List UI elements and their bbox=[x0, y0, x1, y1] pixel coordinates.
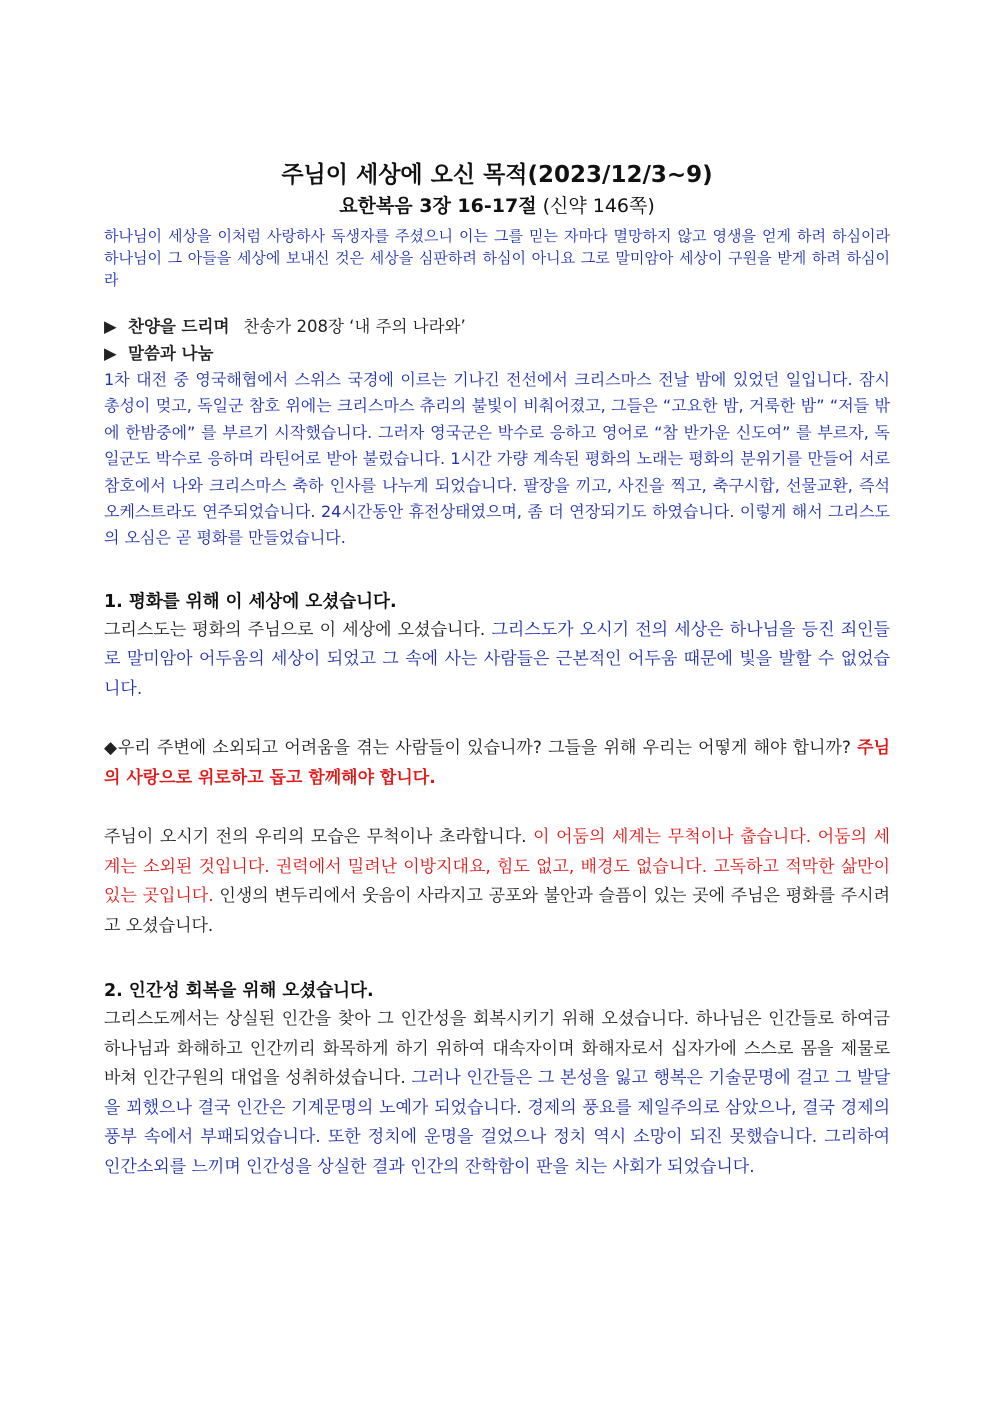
triangle-bullet-icon: ▶ bbox=[104, 317, 117, 336]
section-1-text-blue: 그리스도가 오시기 전의 세상은 하나님을 등진 죄인들로 말미암아 어두움의 세상이 되었고 그 속에 사는 사람들은 근본적인 어두움 때문에 빛을 발할 수 없었습니다. bbox=[104, 619, 890, 699]
section-2-text-blue: 그러나 인간들은 그 본성을 잃고 행복은 기술문명에 걸고 그 발달을 꾀했으나 결국 인간은 기계문명의 노예가 되었습니다. 경제의 풍요를 제일주의로 삼았으나, 결국 경제의 풍부 속에서 부패되었습니다. 또한 정치에 운명을 걸었으나 정치 역시 소망이 되진 못했습니다. 그리하여 인간소외를 느끼며 인간성을 상실한 결과 인간의 잔학함이 판을 치는 사회가 되었습니다. bbox=[104, 1068, 890, 1177]
section-2-title: 2. 인간성 회복을 위해 오셨습니다. bbox=[104, 981, 374, 1002]
section-2-text-black: 그리스도께서는 상실된 인간을 찾아 그 인간성을 회복시키기 위해 오셨습니다. 하나님은 인간들로 하여금 하나님과 화해하고 인간끼리 화목하게 하기 위하여 대속자이며 화해자로서 십자가에 스스로 몸을 제물로 바쳐 인간구원의 대업을 성취하셨습니다. bbox=[104, 1009, 890, 1089]
section-2-paragraph bbox=[104, 1005, 890, 1182]
section-1-paragraph bbox=[104, 616, 890, 705]
praise-row bbox=[104, 313, 890, 340]
intro-story: 1차 대전 중 영국해협에서 스위스 국경에 이르는 기나긴 전선에서 크리스마스 전날 밤에 있었던 일입니다. 잠시 총성이 멎고, 독일군 참호 위에는 크리스마스 츄리의 불빛이 비춰어졌고, 그들은 “고요한 밤, 거룩한 밤” “저들 밖에 한밤중에” 를 부르기 시작했습니다. 그러자 영국군은 박수로 응하고 영어로 “참 반가운 신도여” 를 부르자, 독일군도 박수로 응하며 라틴어로 받아 불렀습니다. 1시간 가량 계속된 평화의 노래는 평화의 분위기를 만들어 서로 참호에서 나와 크리스마스 축하 인사를 나누게 되었습니다. 팔장을 끼고, 사진을 찍고, 축구시합, 선물교환, 즉석 오케스트라도 연주되었습니다. 24시간동안 휴전상태였으며, 좀 더 연장되기도 하였습니다. 이렇게 해서 그리스도의 오심은 곧 평화를 만들었습니다. bbox=[104, 370, 890, 548]
triangle-bullet-icon: ▶ bbox=[104, 344, 117, 363]
document-page bbox=[104, 158, 890, 1182]
section-1-p2-red: 이 어둠의 세계는 무척이나 춥습니다. 어둠의 세계는 소외된 것입니다. 권력에서 밀려난 이방지대요, 힘도 없고, 배경도 없습니다. 고독하고 적막한 삶만이 있는 곳입니다. bbox=[104, 827, 890, 907]
section-1-paragraph-2 bbox=[104, 823, 890, 941]
worship-order bbox=[104, 313, 890, 367]
discussion-question bbox=[104, 734, 890, 793]
word-label: 말씀과 나눔 bbox=[128, 344, 214, 363]
section-1-p2-black-end: 인생의 변두리에서 웃음이 사라지고 공포와 불안과 슬픔이 있는 곳에 주님은 평화를 주시려고 오셨습니다. bbox=[104, 886, 890, 936]
word-row bbox=[104, 340, 890, 367]
section-1-p2-black-start: 주님이 오시기 전의 우리의 모습은 무척이나 초라합니다. bbox=[104, 827, 534, 848]
section-1-title: 1. 평화를 위해 이 세상에 오셨습니다. bbox=[104, 591, 397, 612]
page-title: 주님이 세상에 오신 목적(2023/12/3~9) bbox=[281, 162, 713, 188]
praise-hymn: 찬송가 208장 ‘내 주의 나라와’ bbox=[243, 317, 466, 336]
praise-label: 찬양을 드리며 bbox=[128, 317, 230, 336]
section-1-text-black: 그리스도는 평화의 주님으로 이 세상에 오셨습니다. bbox=[104, 619, 492, 640]
question-answer: 주님의 사랑으로 위로하고 돕고 함께해야 합니다. bbox=[104, 738, 890, 788]
scripture-reference: 요한복음 3장 16-17절 bbox=[339, 195, 537, 217]
scripture-page: (신약 146쪽) bbox=[536, 195, 655, 217]
question-text: ◆우리 주변에 소외되고 어려움을 겪는 사람들이 있습니까? 그들을 위해 우리는 어떻게 해야 합니까? bbox=[104, 738, 858, 759]
scripture-verse-text: 하나님이 세상을 이처럼 사랑하사 독생자를 주셨으니 이는 그를 믿는 자마다 멸망하지 않고 영생을 얻게 하려 하심이라 하나님이 그 아들을 세상에 보내신 것은 세상을 심판하려 하심이 아니요 그로 말미암아 세상이 구원을 받게 하려 하심이라 bbox=[104, 227, 890, 289]
scripture-reference-line bbox=[104, 192, 890, 221]
